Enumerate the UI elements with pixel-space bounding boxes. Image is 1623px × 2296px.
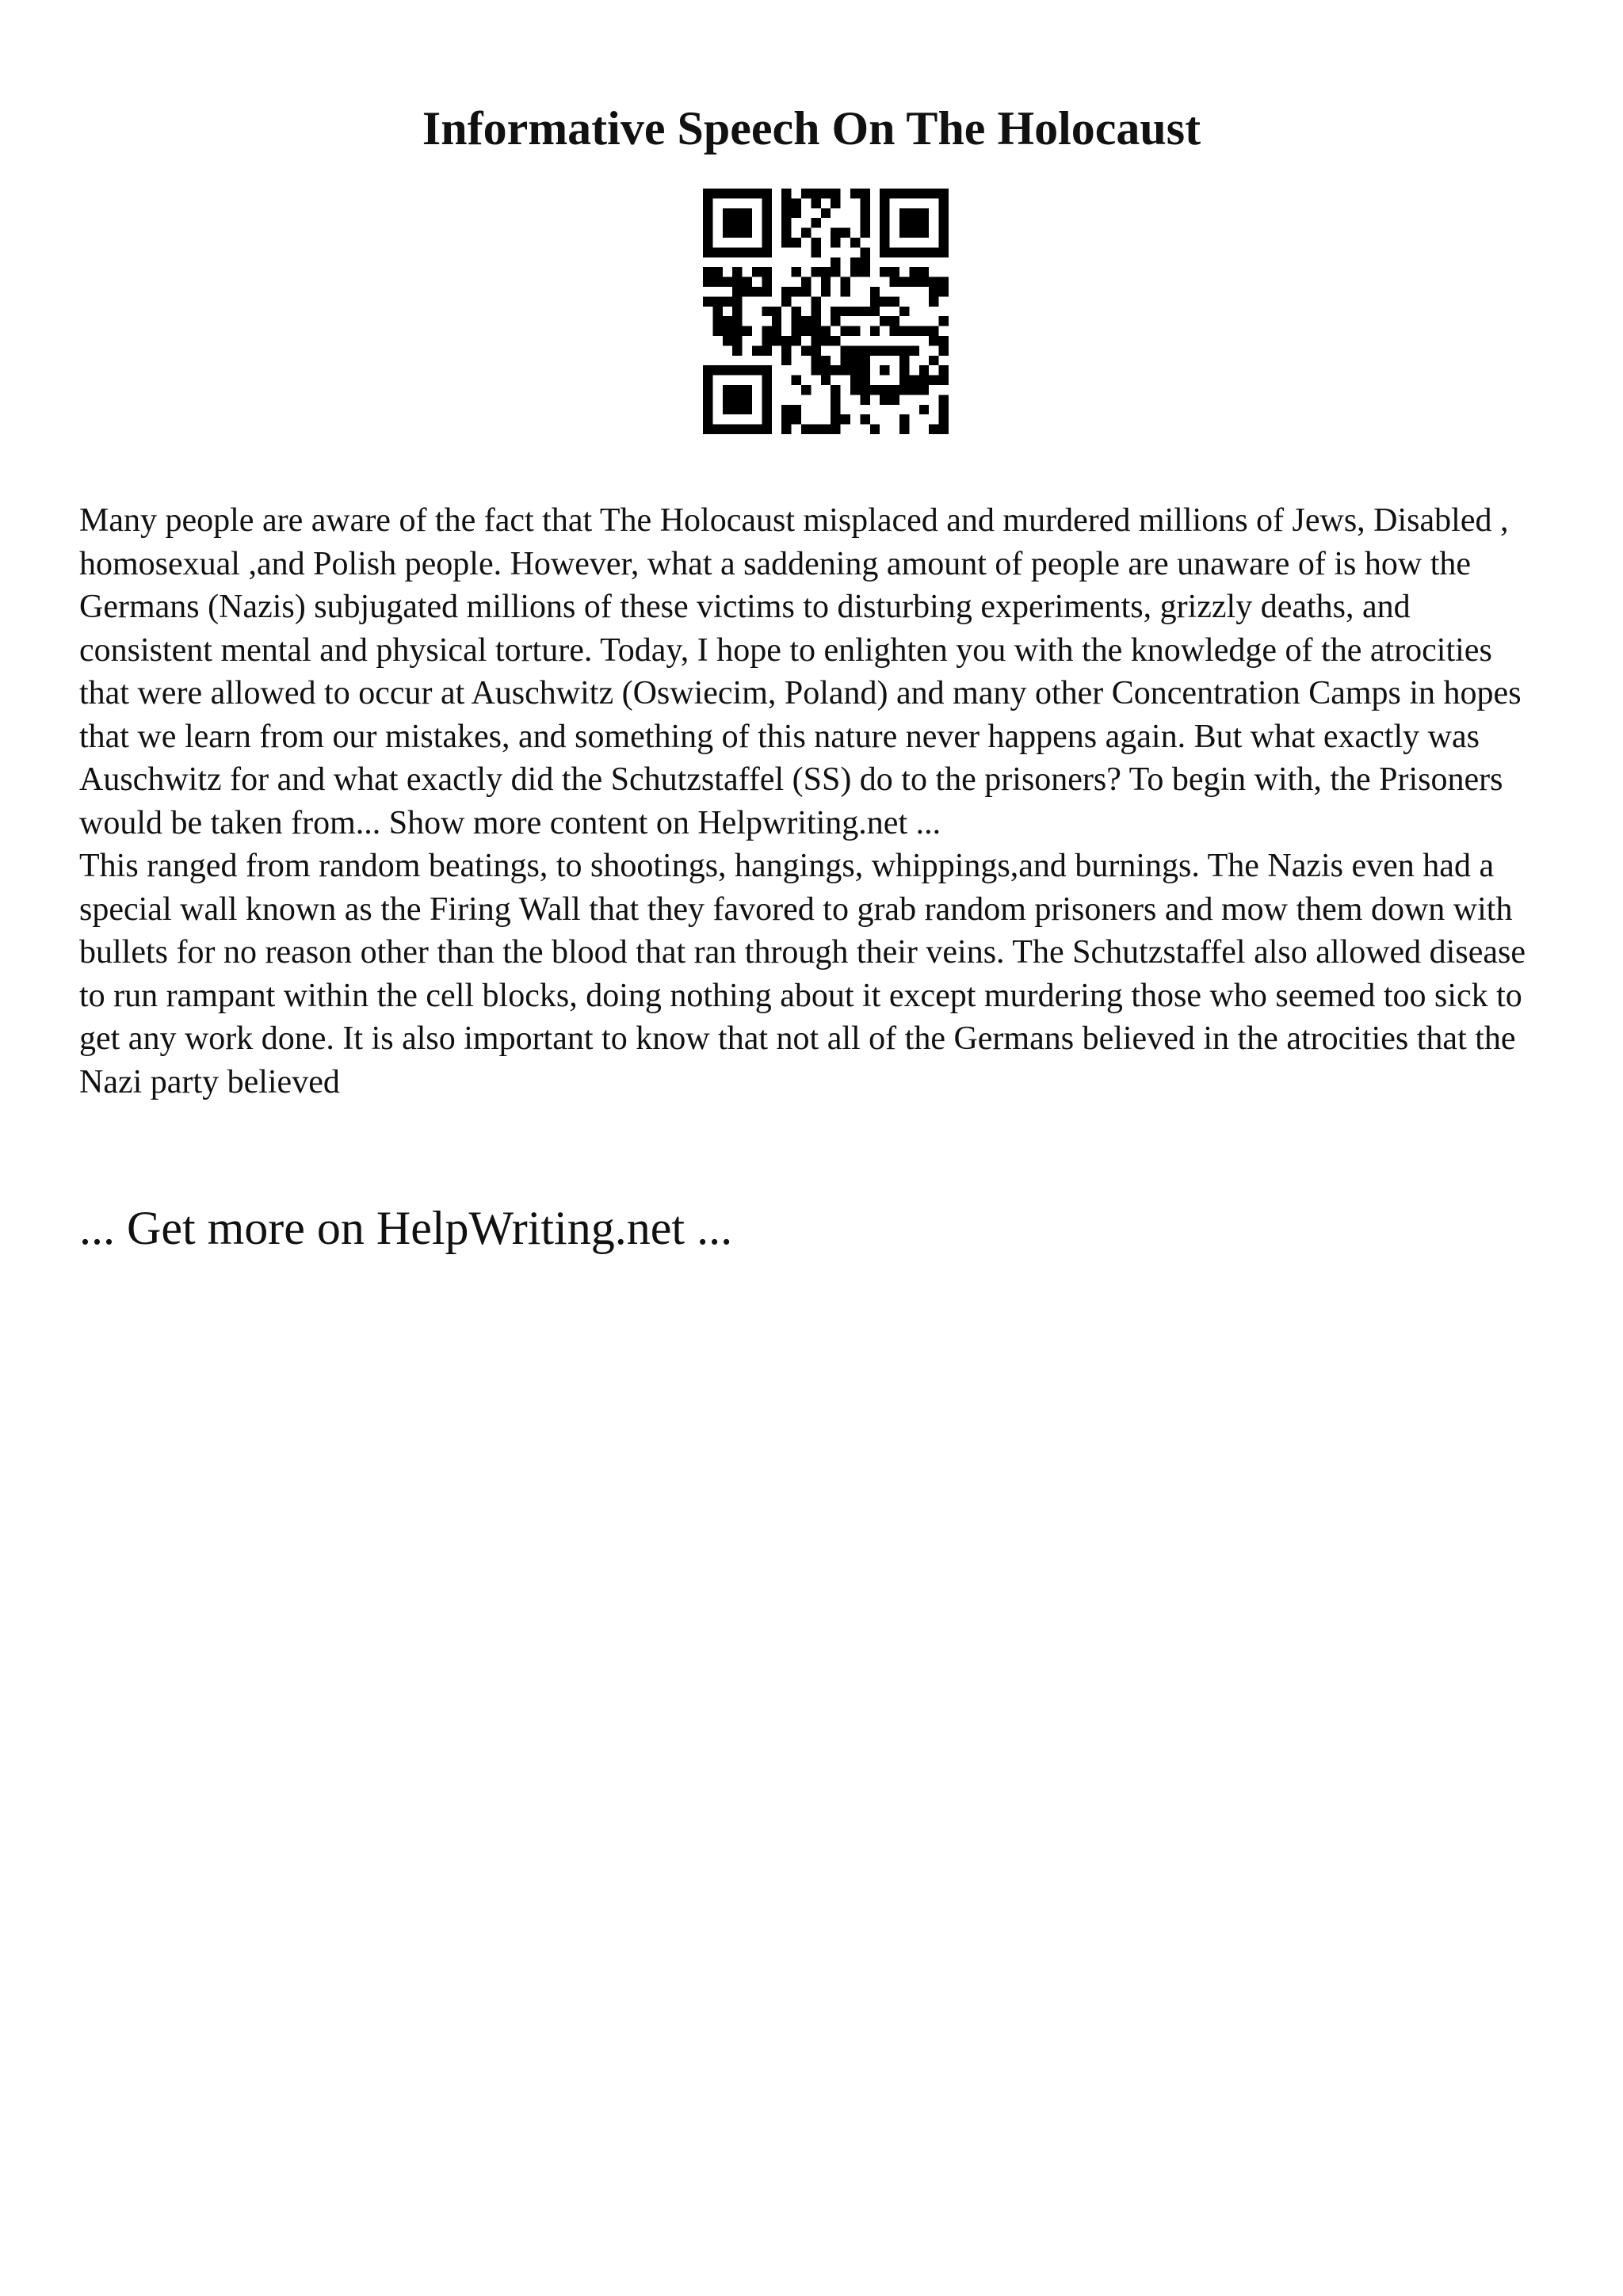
document-title: Informative Speech On The Holocaust: [422, 102, 1201, 154]
document-body: [79, 499, 1549, 1104]
paragraph-2: This ranged from random beatings, to shootings, hangings, whippings,and burnings. The Nazis even had a special wall known as the Firing Wall that they favored to grab random prisoners and mow them down with bullets for no reason other than the blood that ran through their veins. The Schutzstaffel also allowed disease to run rampant within the cell blocks, doing nothing about it except murdering those who seemed too sick to get any work done. It is also important to know that not all of the Germans believed in the atrocities that the Nazi party believed: [79, 848, 1526, 1100]
paragraph-1: Many people are aware of the fact that The Holocaust misplaced and murdered millions of Jews, Disabled , homosexual ,and Polish people. However, what a saddening amount of people are unaware of is how the Germans (Nazis) subjugated millions of these victims to disturbing experiments, grizzly deaths, and consistent mental and physical torture. Today, I hope to enlighten you with the knowledge of the atrocities that were allowed to occur at Auschwitz (Oswiecim, Poland) and many other Concentration Camps in hopes that we learn from our mistakes, and something of this nature never happens again. But what exactly was Auschwitz for and what exactly did the Schutzstaffel (SS) do to the prisoners? To begin with, the Prisoners would be taken from... Show more content on Helpwriting.net ...: [79, 502, 1522, 841]
get-more-link[interactable]: ... Get more on HelpWriting.net ...: [79, 1202, 733, 1254]
qr-code-icon: [703, 189, 949, 434]
